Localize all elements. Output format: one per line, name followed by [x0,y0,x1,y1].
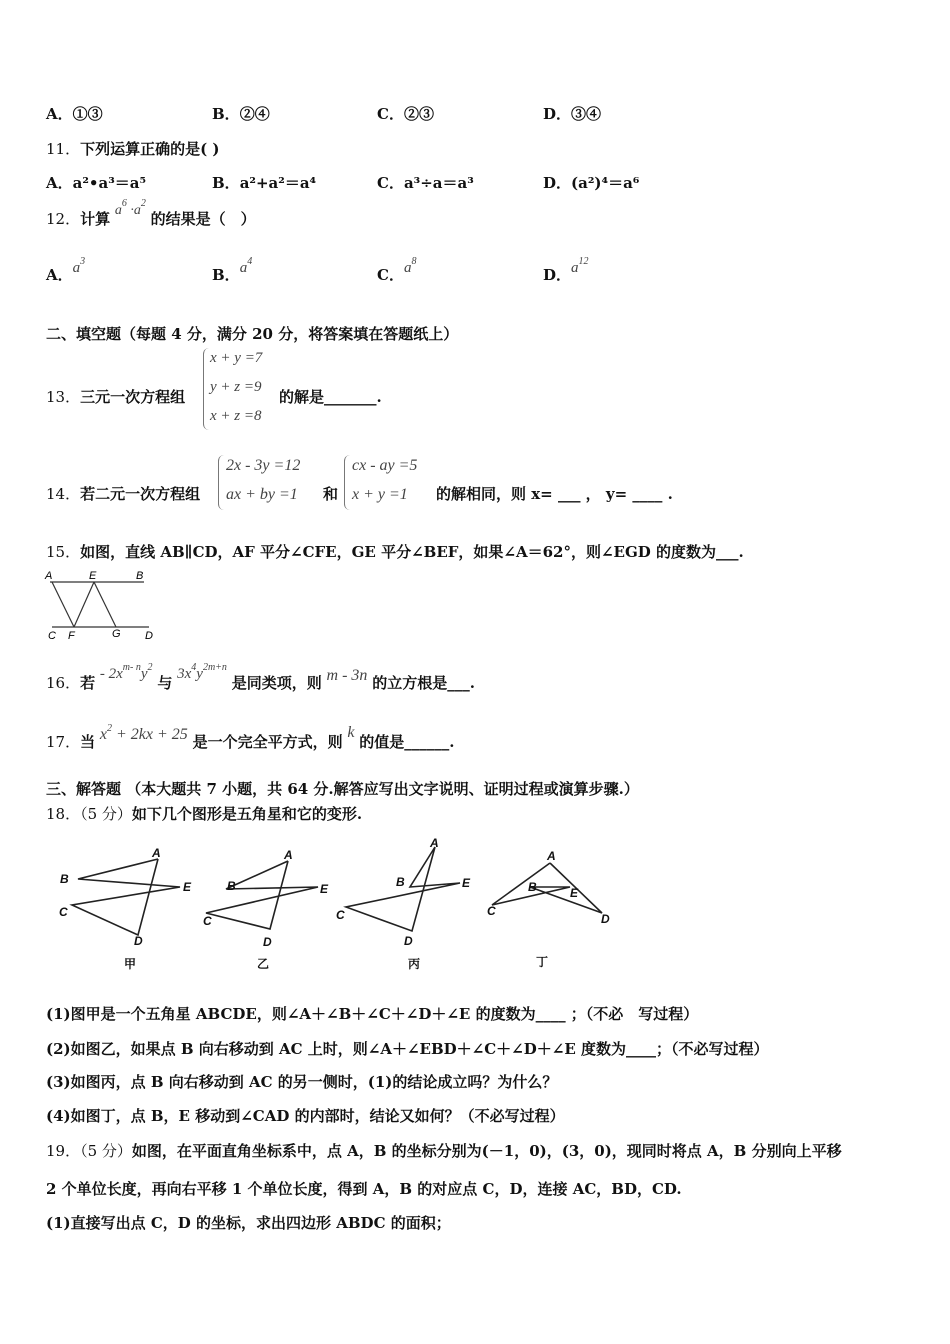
q14-pre: 14．若二元一次方程组 [46,485,201,503]
q12-option-c: C．$a^8$ [377,256,417,284]
q18-caption-yi: 乙 [257,957,270,971]
q14-sys1-eq2: ax + by =1 [226,486,298,503]
q18-bing-label-a: A [430,836,439,850]
q11-option-d: D．(a²)⁴＝a⁶ [543,174,640,192]
q18-jia-label-b: B [60,872,69,886]
q14-brace-1 [218,455,225,510]
q18-sub4: (4)如图丁，点 B，E 移动到∠CAD 的内部时，结论又如何？（不必写过程） [46,1107,565,1125]
q12-option-d: D．$a^{12}$ [543,256,589,284]
q13-brace [203,348,210,430]
q18-ding-label-c: C [487,904,496,918]
q11-option-a: A．a²•a³＝a⁵ [46,174,147,192]
q18-caption-jia: 甲 [124,957,137,971]
q14-sys1-eq1: 2x - 3y =12 [226,457,301,474]
q18-caption-ding: 丁 [536,955,549,969]
q15-stem: 15．如图，直线 AB∥CD，AF 平分∠CFE，GE 平分∠BEF，如果∠A＝62°，则∠EGD 的度数为___. [46,543,744,561]
q18-figures [50,835,630,975]
q15-label-g: G [112,628,121,640]
q18-sub2: (2)如图乙，如果点 B 向右移动到 AC 上时，则∠A＋∠EBD＋∠C＋∠D＋∠E 度数为____；（不必写过程） [46,1040,769,1058]
q19-line1: 19．（5 分）如图，在平面直角坐标系中，点 A，B 的坐标分别为(－1，0)，(3，0)，现同时将点 A，B 分别向上平移 [46,1142,842,1160]
q13-pre: 13．三元一次方程组 [46,388,186,406]
q18-ding-label-d: D [601,912,610,926]
q15-label-b: B [136,570,144,582]
q15-label-c: C [48,630,56,642]
q18-jia-label-a: A [152,846,161,860]
q10-option-b: B．②④ [212,105,270,123]
q14-post: 的解相同，则 x= ___ ， y= ____ . [436,485,673,503]
q18-yi-label-d: D [263,935,272,949]
q15-label-f: F [68,630,75,642]
q10-option-c: C．②③ [377,105,434,123]
q13-eq1: x + y =7 [210,350,263,366]
q18-ding-label-b: B [528,880,537,894]
q18-bing-label-b: B [396,875,405,889]
section2-title: 二、填空题（每题 4 分，满分 20 分，将答案填在答题纸上） [46,325,459,343]
q16-stem: 16．若 - $2x^{m- n}y^2$ 与 $3x^4y^{2m+n}$ 是同类项，则 m - 3n 的立方根是___. [46,662,475,692]
q15-label-e: E [89,570,97,582]
q10-option-d: D．③④ [543,105,602,123]
q18-yi-label-a: A [284,848,293,862]
q12-option-b: B．$a^4$ [212,256,253,284]
q18-stem: 18．（5 分）如下几个图形是五角星和它的变形. [46,805,363,823]
q18-sub3: (3)如图丙，点 B 向右移动到 AC 的另一侧时，(1)的结论成立吗？为什么？ [46,1073,558,1091]
q15-label-d: D [145,630,153,642]
q18-ding-label-e: E [570,886,579,900]
q11-stem: 11．下列运算正确的是( ) [46,140,220,158]
q18-jia-label-e: E [183,880,192,894]
q18-bing-label-d: D [404,934,413,948]
section3-title: 三、解答题 （本大题共 7 小题，共 64 分.解答应写出文字说明、证明过程或演算步骤.） [46,780,639,798]
q19-sub1: (1)直接写出点 C，D 的坐标，求出四边形 ABDC 的面积； [46,1214,451,1232]
q18-yi-label-e: E [320,882,329,896]
q11-option-c: C．a³÷a＝a³ [377,174,474,192]
q19-line2: 2 个单位长度，再向右平移 1 个单位长度，得到 A，B 的对应点 C，D，连接 AC，BD，CD. [46,1180,682,1198]
q14-mid: 和 [323,485,339,503]
q10-option-a: A．①③ [46,105,103,123]
q18-ding-label-a: A [547,849,556,863]
q18-jia-label-c: C [59,905,68,919]
q18-yi-label-b: B [227,879,236,893]
q18-yi-label-c: C [203,914,212,928]
q12-option-a: A．$a^3$ [46,256,86,284]
q15-figure [44,567,162,643]
q15-label-a: A [45,570,53,582]
q13-post: 的解是_______. [279,388,382,406]
q14-sys2-eq2: x + y =1 [352,486,408,503]
q17-stem: 17．当 $x^2 + 2kx + 25$ 是一个完全平方式，则 k 的值是______. [46,723,455,751]
q13-eq3: x + z =8 [210,408,262,424]
q18-jia-label-d: D [134,934,143,948]
q18-bing-label-e: E [462,876,471,890]
q14-brace-2 [344,455,351,510]
q12-stem: 12．计算 $a^6 \cdot a^2$ 的结果是（ ） [46,198,256,228]
q18-sub1: (1)图甲是一个五角星 ABCDE，则∠A＋∠B＋∠C＋∠D＋∠E 的度数为____ ；（不必 写过程） [46,1005,699,1023]
q18-caption-bing: 丙 [408,957,421,971]
q18-bing-label-c: C [336,908,345,922]
q11-option-b: B．a²+a²＝a⁴ [212,174,317,192]
q14-sys2-eq1: cx - ay =5 [352,457,418,474]
q13-eq2: y + z =9 [210,379,262,395]
